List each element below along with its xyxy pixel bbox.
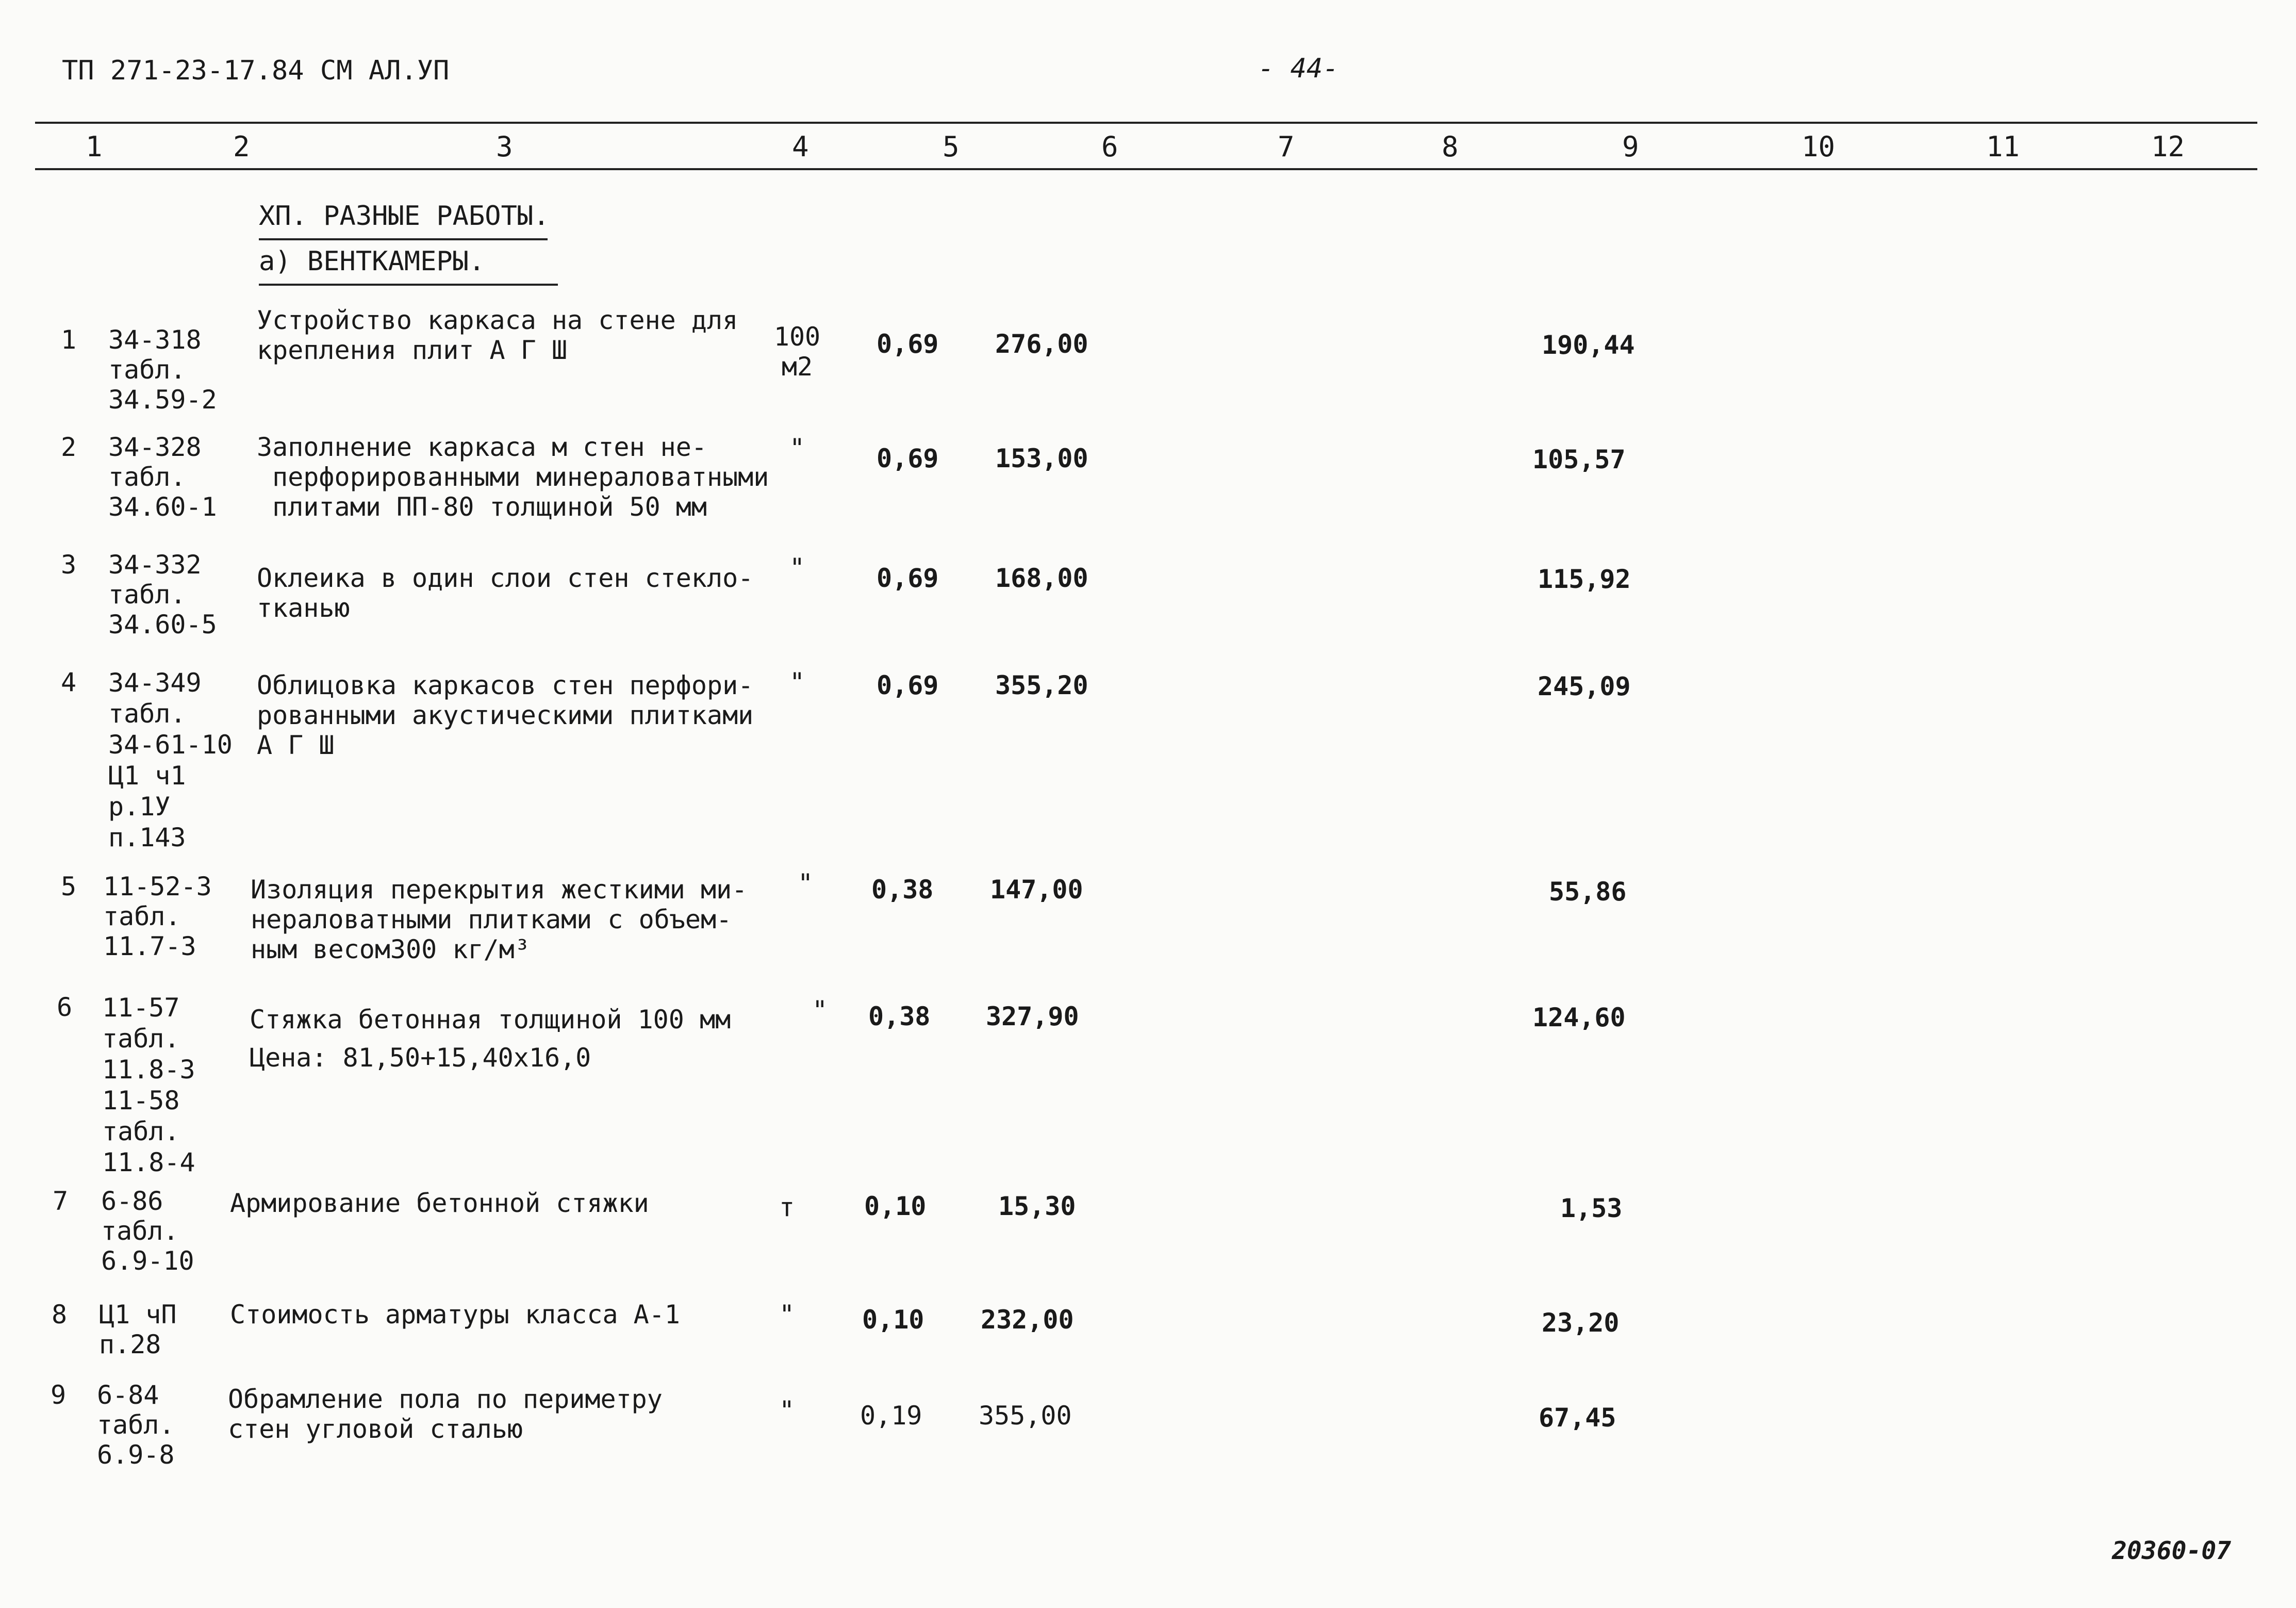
table-top-rule [35, 122, 2257, 124]
row-description: Изоляция перекрытия жесткими ми- нераловатными плитками с объем- ным весом300 кг/м³ [251, 875, 748, 964]
document-code: ТП 271-23-17.84 СМ АЛ.УП [62, 55, 450, 86]
row-unit: " [789, 433, 805, 463]
row-description: Обрамление пола по периметру стен угловой сталью [228, 1384, 663, 1444]
section-title: ХП. РАЗНЫЕ РАБОТЫ. [259, 201, 548, 240]
row-code: 6-84 табл. 6.9-8 [97, 1380, 175, 1470]
row-description: Армирование бетонной стяжки [230, 1188, 649, 1218]
row-description: Оклеика в один слои стен стекло- тканью [257, 563, 754, 623]
row-unit-price: 355,00 [979, 1401, 1072, 1431]
column-number: 10 [1802, 130, 1836, 163]
column-number: 1 [86, 130, 103, 163]
column-number: 2 [233, 130, 250, 163]
row-total: 23,20 [1542, 1308, 1620, 1338]
column-number: 7 [1278, 130, 1295, 163]
row-unit-price: 276,00 [995, 329, 1088, 359]
column-number: 4 [792, 130, 809, 163]
row-description: Стоимость арматуры класса А-1 [230, 1300, 680, 1330]
row-quantity: 0,10 [864, 1191, 927, 1221]
row-number: 5 [61, 872, 77, 901]
row-quantity: 0,69 [877, 563, 939, 593]
row-code: 34-318 табл. 34.59-2 [108, 325, 217, 415]
row-total: 55,86 [1549, 877, 1627, 907]
row-code: Ц1 чП п.28 [99, 1300, 177, 1359]
row-quantity: 0,69 [877, 670, 939, 700]
row-number: 6 [57, 992, 73, 1022]
row-unit-price: 147,00 [990, 875, 1083, 905]
column-number: 11 [1986, 130, 2020, 163]
row-unit-price: 355,20 [995, 670, 1088, 700]
archive-number: 20360-07 [2112, 1536, 2232, 1565]
column-number: 9 [1622, 130, 1639, 163]
row-unit: 100 м2 [773, 322, 821, 382]
row-unit: " [812, 995, 828, 1025]
row-code: 6-86 табл. 6.9-10 [101, 1186, 194, 1276]
row-unit: " [789, 553, 805, 583]
row-unit-price: 232,00 [981, 1305, 1074, 1335]
row-number: 8 [52, 1300, 68, 1330]
row-number: 4 [61, 667, 77, 697]
column-number: 6 [1101, 130, 1118, 163]
column-number: 3 [496, 130, 513, 163]
row-description: Устройство каркаса на стене для крепления плит А Г Ш [257, 305, 738, 365]
row-code: 34-332 табл. 34.60-5 [108, 550, 217, 639]
row-total: 105,57 [1532, 445, 1626, 474]
row-description: Облицовка каркасов стен перфори- рованными акустическими плитками А Г Ш [257, 670, 754, 760]
column-number: 5 [943, 130, 960, 163]
row-unit-price: 168,00 [995, 563, 1088, 593]
row-total: 124,60 [1532, 1003, 1626, 1032]
row-code: 11-57 табл. 11.8-3 11-58 табл. 11.8-4 [102, 993, 195, 1177]
row-description: Стяжка бетонная толщиной 100 мм Цена: 81,50+15,40х16,0 [250, 1005, 731, 1073]
row-unit: " [779, 1300, 795, 1330]
row-code: 34-328 табл. 34.60-1 [108, 432, 217, 522]
row-total: 115,92 [1538, 564, 1631, 594]
row-number: 3 [61, 550, 77, 580]
table-header-rule [35, 168, 2257, 170]
row-number: 9 [51, 1380, 67, 1410]
row-unit: т [779, 1192, 795, 1222]
row-unit-price: 327,90 [986, 1002, 1079, 1031]
row-number: 2 [61, 432, 77, 462]
row-number: 7 [53, 1186, 69, 1216]
row-code: 34-349 табл. 34-61-10 Ц1 ч1 р.1У п.143 [108, 668, 233, 852]
section-subtitle: а) ВЕНТКАМЕРЫ. [259, 247, 558, 286]
row-unit: " [789, 667, 805, 697]
row-description: Заполнение каркаса м стен не- перфорированными минераловатными плитами ПП-80 толщиной 50 мм [257, 432, 769, 522]
row-quantity: 0,69 [877, 329, 939, 359]
row-quantity: 0,19 [860, 1401, 922, 1431]
row-quantity: 0,38 [868, 1002, 931, 1031]
row-total: 1,53 [1560, 1193, 1623, 1223]
row-unit: " [797, 868, 814, 898]
row-quantity: 0,38 [871, 875, 934, 905]
row-unit-price: 15,30 [998, 1191, 1076, 1221]
row-code: 11-52-3 табл. 11.7-3 [103, 872, 212, 961]
row-total: 245,09 [1538, 671, 1631, 701]
row-unit: " [779, 1396, 795, 1425]
column-number: 8 [1442, 130, 1459, 163]
row-quantity: 0,69 [877, 444, 939, 473]
row-total: 190,44 [1542, 330, 1635, 360]
row-unit-price: 153,00 [995, 444, 1088, 473]
row-total: 67,45 [1539, 1403, 1616, 1433]
page-number: - 44- [1258, 53, 1339, 84]
column-number: 12 [2151, 130, 2185, 163]
row-quantity: 0,10 [862, 1305, 924, 1335]
row-number: 1 [61, 325, 77, 355]
